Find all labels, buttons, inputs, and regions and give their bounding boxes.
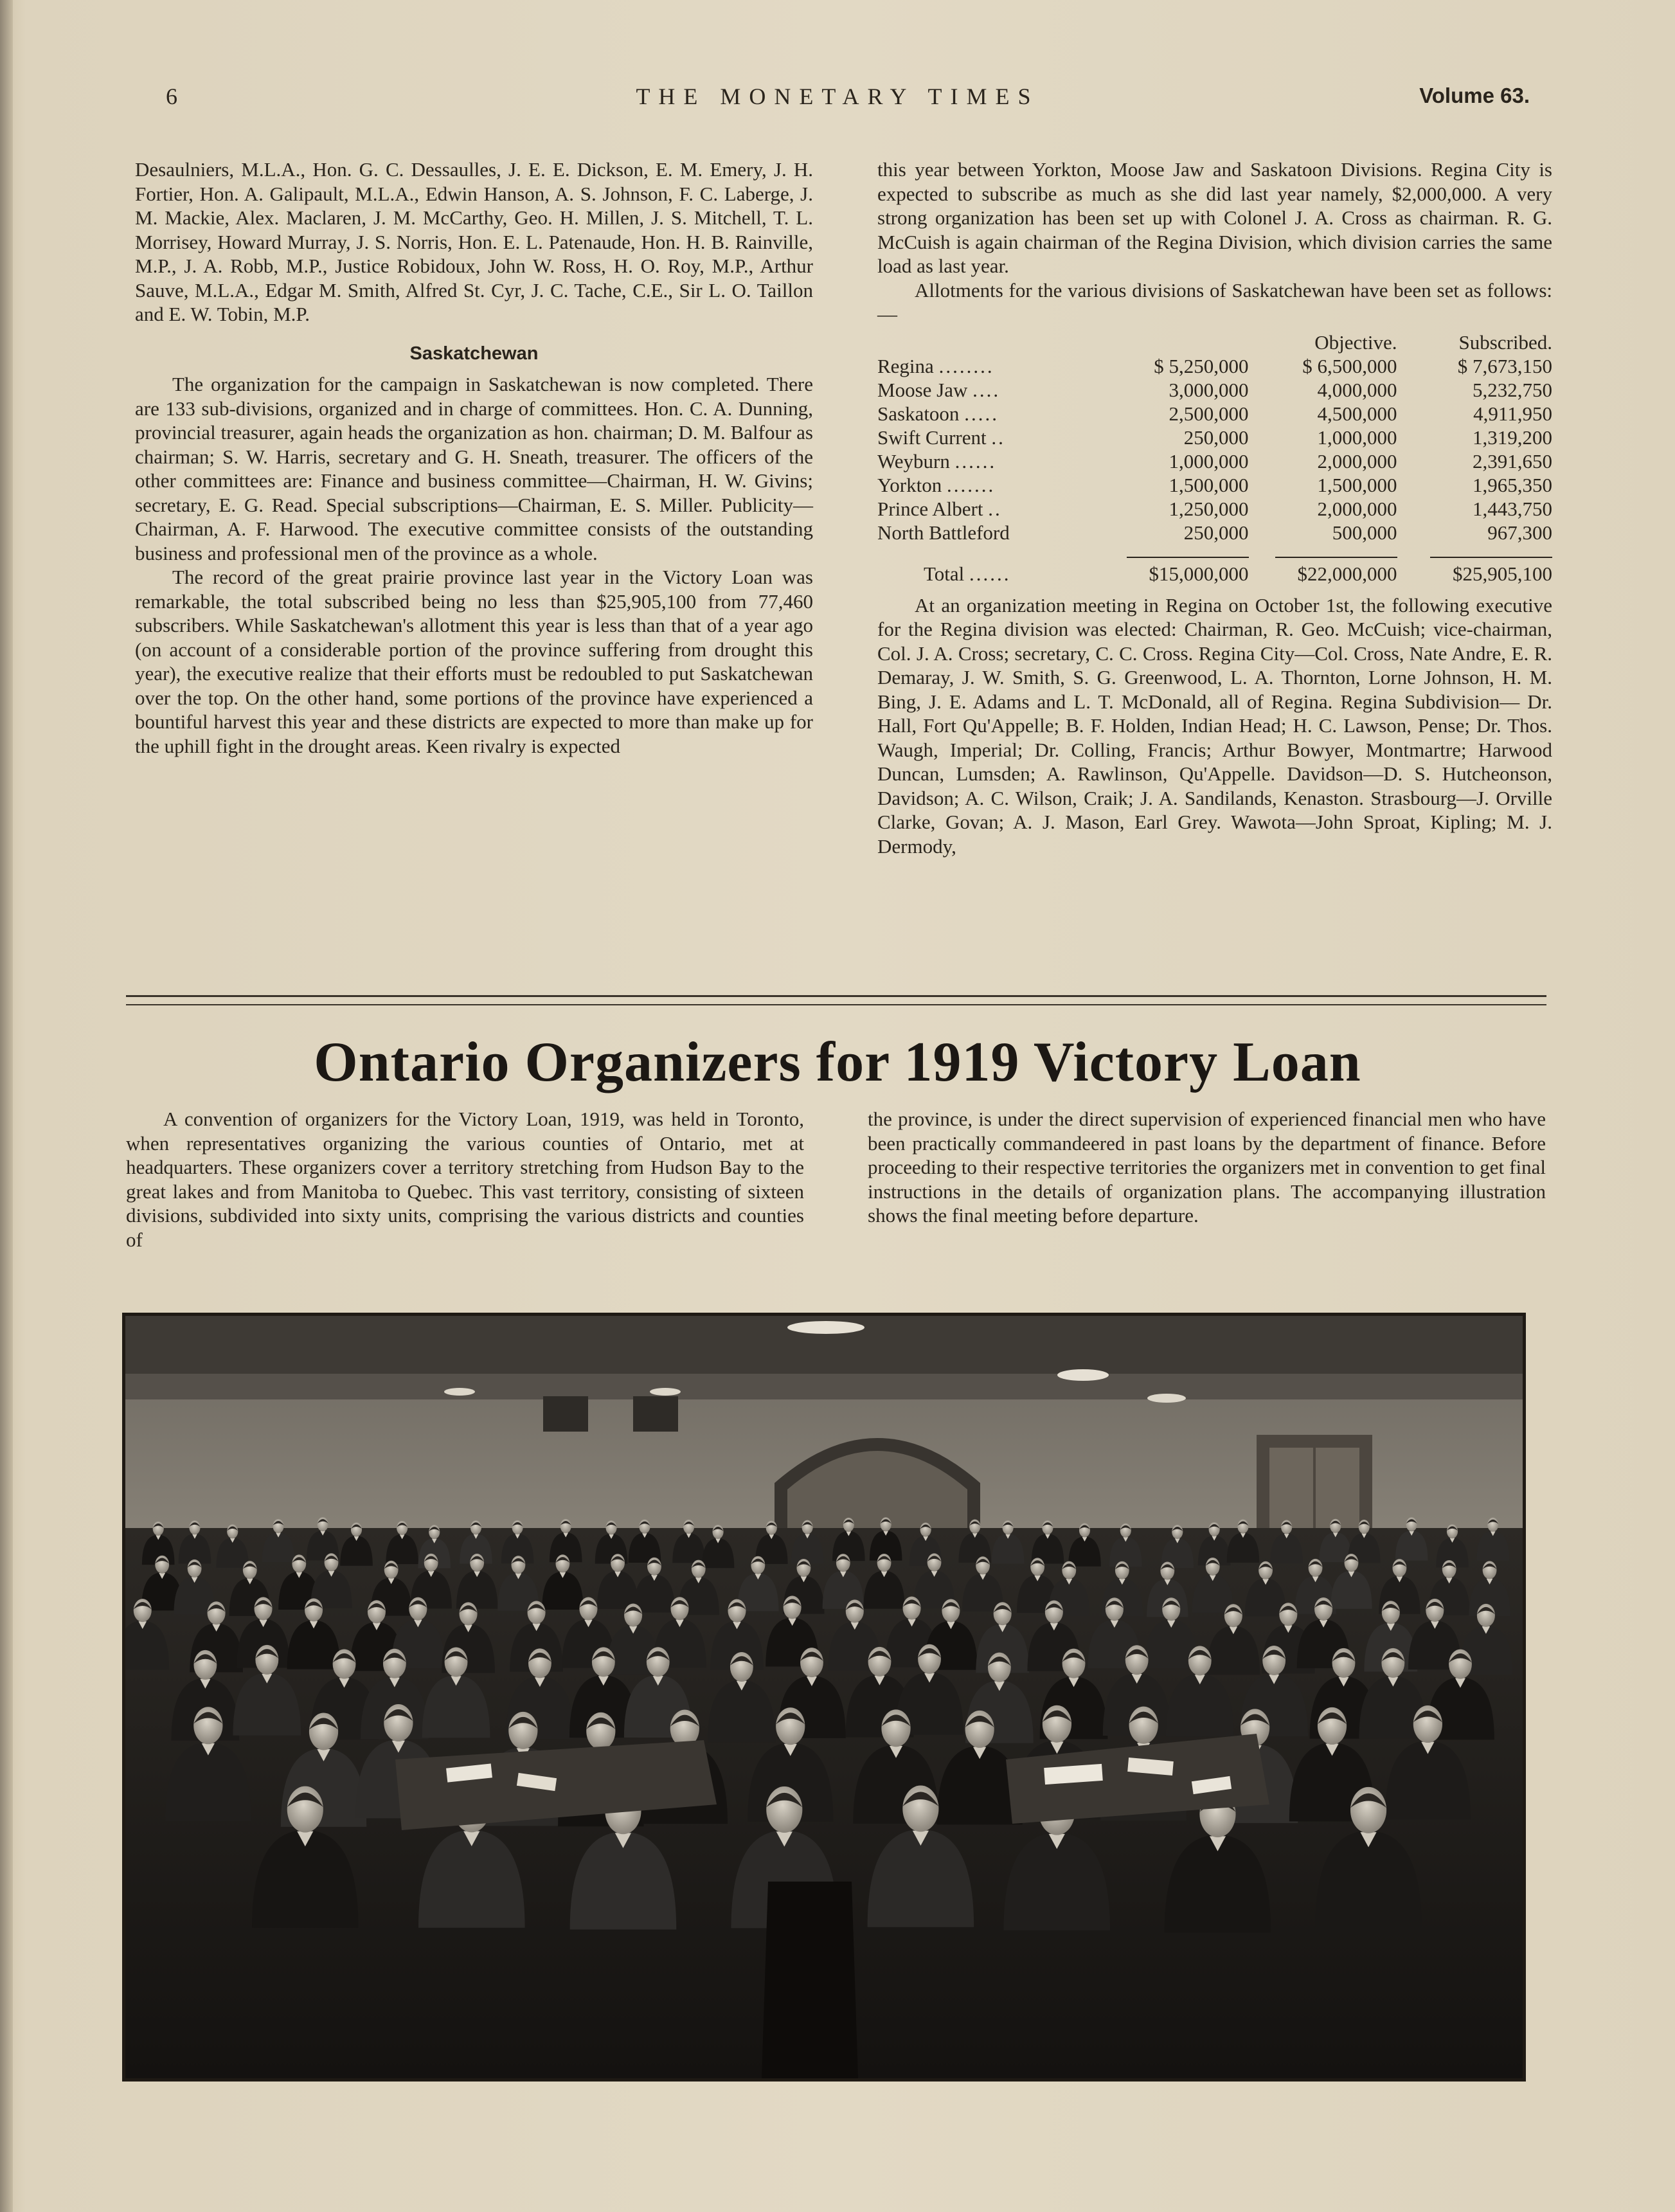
paragraph: The record of the great prairie province last year in the Victory Loan was remarkable, the total subscribed being no less than $25,905,100 from 77,460 subscribers. While Saskatchewan's allotment this year is less than that of a year ago (on account of a considerable portion of the province suffering from drought this year), the executive realize that their efforts must be redoubled to put Saskatchewan over the top. On the other hand, some portions of the province have experienced a bountiful harvest this year and these districts are expected to more than make up for the uphill fight in the drought areas. Keen rivalry is expected	[135, 566, 813, 757]
allotment-cell: 1,000,000	[1169, 449, 1249, 472]
subscribed-cell: 4,911,950	[1473, 402, 1552, 425]
table-header	[877, 330, 1114, 354]
table-row	[877, 402, 1552, 426]
division-cell: Prince Albert ..	[877, 497, 1002, 520]
column-right-top	[877, 157, 1552, 858]
table-row	[877, 473, 1552, 497]
paragraph: A convention of organizers for the Victory Loan, 1919, was held in Toronto, when representatives organizing the various counties of Ontario, met at headquarters. These organizers cover a territory stretching from Hudson Bay to the great lakes and from Manitoba to Quebec. This vast territory, consisting of sixteen divisions, subdivided into sixty units, comprising the various districts and counties of	[126, 1108, 804, 1251]
volume-label: Volume 63.	[1419, 84, 1530, 107]
paragraph: Allotments for the various divisions of Saskatchewan have been set as follows:—	[877, 278, 1552, 325]
article-column-left	[126, 1107, 804, 1252]
division-cell: North Battleford	[877, 521, 1010, 544]
objective-cell: 2,000,000	[1317, 449, 1397, 472]
division-cell: Moose Jaw ....	[877, 378, 1001, 401]
objective-cell: 4,500,000	[1317, 402, 1397, 425]
objective-total: $22,000,000	[1297, 562, 1397, 585]
publication-title: THE MONETARY TIMES	[636, 84, 1039, 109]
allotment-cell: 2,500,000	[1169, 402, 1249, 425]
section-heading: Saskatchewan	[409, 343, 539, 364]
division-cell: Yorkton .......	[877, 473, 996, 496]
division-cell: Regina ........	[877, 354, 994, 377]
table-header	[1114, 330, 1249, 354]
section-divider	[126, 995, 1546, 997]
total-row	[877, 559, 1552, 589]
page-number: 6	[166, 84, 177, 109]
table-header: Subscribed.	[1458, 330, 1552, 354]
subscribed-cell: 967,300	[1487, 521, 1552, 544]
table-header-row	[877, 330, 1552, 354]
allotment-cell: 250,000	[1183, 521, 1249, 544]
objective-cell: 500,000	[1332, 521, 1397, 544]
section-divider	[126, 1004, 1546, 1005]
total-rule	[1275, 557, 1397, 558]
paragraph: this year between Yorkton, Moose Jaw and Saskatoon Divisions. Regina City is expected to subscribe as much as she did last year namely, $2,000,000. A very strong organization has been set up with Colonel J. A. Cross as chairman. R. G. McCuish is again chairman of the Regina Division, which division carries the same load as last year.	[877, 158, 1552, 277]
allotment-cell: 1,250,000	[1169, 497, 1249, 520]
objective-cell: 1,000,000	[1317, 426, 1397, 449]
division-cell: Saskatoon .....	[877, 402, 999, 425]
allotment-total: $15,000,000	[1149, 562, 1249, 585]
allotment-cell: 1,500,000	[1169, 473, 1249, 496]
allotment-cell: $ 5,250,000	[1154, 354, 1249, 377]
subscribed-cell: 2,391,650	[1473, 449, 1552, 472]
table-row	[877, 497, 1552, 521]
objective-cell: $ 6,500,000	[1302, 354, 1397, 377]
total-label-cell: Total ......	[924, 562, 1011, 585]
allotment-cell: 3,000,000	[1169, 378, 1249, 401]
total-rule	[1430, 557, 1552, 558]
division-cell: Swift Current ..	[877, 426, 1005, 449]
table-row	[877, 521, 1552, 544]
column-left-top	[135, 157, 813, 758]
table-header: Objective.	[1314, 330, 1397, 354]
convention-photograph	[122, 1313, 1526, 2082]
table-row	[877, 426, 1552, 449]
allotment-cell: 250,000	[1183, 426, 1249, 449]
article-headline: Ontario Organizers for 1919 Victory Loan	[314, 1031, 1361, 1093]
subscribed-cell: 1,319,200	[1473, 426, 1552, 449]
subscribed-cell: 1,443,750	[1473, 497, 1552, 520]
division-cell: Weyburn ......	[877, 449, 997, 472]
total-rule	[1127, 557, 1249, 558]
paragraph: Desaulniers, M.L.A., Hon. G. C. Dessaulles, J. E. E. Dickson, E. M. Emery, J. H. Fortier, Hon. A. Galipault, M.L.A., Edwin Hanson, A. S. Johnson, F. C. Laberge, J. M. Mackie, Alex. Maclaren, J. M. McCarthy, Geo. H. Millen, J. S. Mitchell, T. L. Morrisey, Howard Murray, J. S. Norris, Hon. E. L. Patenaude, Hon. H. B. Rainville, M.P., J. A. Robb, M.P., Justice Robidoux, John W. Ross, H. O. Roy, M.P., Arthur Sauve, M.L.A., Edgar M. Smith, Alfred St. Cyr, J. C. Tache, C.E., Sir L. O. Taillon and E. W. Tobin, M.P.	[135, 158, 813, 325]
paragraph: the province, is under the direct supervision of experienced financial men who have been practically commandeered in past loans by the department of finance. Before proceeding to their respective territories the organizers met in convention to get final instructions in the details of organization plans. The accompanying illustration shows the final meeting before departure.	[868, 1108, 1546, 1227]
subscribed-cell: 5,232,750	[1473, 378, 1552, 401]
table-row	[877, 449, 1552, 473]
table-row	[877, 354, 1552, 378]
objective-cell: 4,000,000	[1317, 378, 1397, 401]
total-rule-row	[877, 544, 1552, 559]
paragraph: The organization for the campaign in Saskatchewan is now completed. There are 133 sub-divisions, organized and in charge of committees. Hon. C. A. Dunning, provincial treasurer, again heads the organization as hon. chairman; D. M. Balfour as chairman; S. W. Harris, secretary and G. H. Sneath, treasurer. The officers of the other committees are: Finance and business committee—Chairman, H. W. Givins; secretary, E. G. Read. Special subscriptions—Chairman, E. S. Miller. Publicity—Chairman, A. F. Harwood. The executive committee consists of the outstanding business and professional men of the province as a whole.	[135, 373, 813, 564]
article-column-right	[868, 1107, 1546, 1228]
subscribed-cell: 1,965,350	[1473, 473, 1552, 496]
page-spine	[0, 0, 13, 2212]
subscribed-cell: $ 7,673,150	[1457, 354, 1552, 377]
allotments-table	[877, 330, 1552, 589]
objective-cell: 1,500,000	[1317, 473, 1397, 496]
subscribed-total: $25,905,100	[1453, 562, 1552, 585]
table-row	[877, 378, 1552, 402]
objective-cell: 2,000,000	[1317, 497, 1397, 520]
paragraph: At an organization meeting in Regina on October 1st, the following executive for the Regina division was elected: Chairman, R. Geo. McCuish; vice-chairman, Col. J. A. Cross; secretary, C. C. Cross. Regina City—Col. Cross, Nate Andre, E. R. Demaray, J. W. Smith, S. G. Greenwood, L. A. Thornton, Lorne Johnson, H. M. Bing, J. E. Adams and L. T. McDonald, all of Regina. Regina Subdivision— Dr. Hall, Fort Qu'Appelle; B. F. Holden, Indian Head; H. C. Lawson, Pense; Dr. Thos. Waugh, Imperial; Dr. Colling, Francis; Arthur Bowyer, Montmartre; Harwood Duncan, Lumsden; A. Rawlinson, Qu'Appelle. Davidson—D. S. Hutcheonson, Davidson; A. C. Wilson, Craik; J. A. Sandilands, Kenaston. Strasbourg—J. Orville Clarke, Govan; A. J. Mason, Earl Grey. Wawota—John Sproat, Kipling; M. J. Dermody,	[877, 593, 1552, 858]
